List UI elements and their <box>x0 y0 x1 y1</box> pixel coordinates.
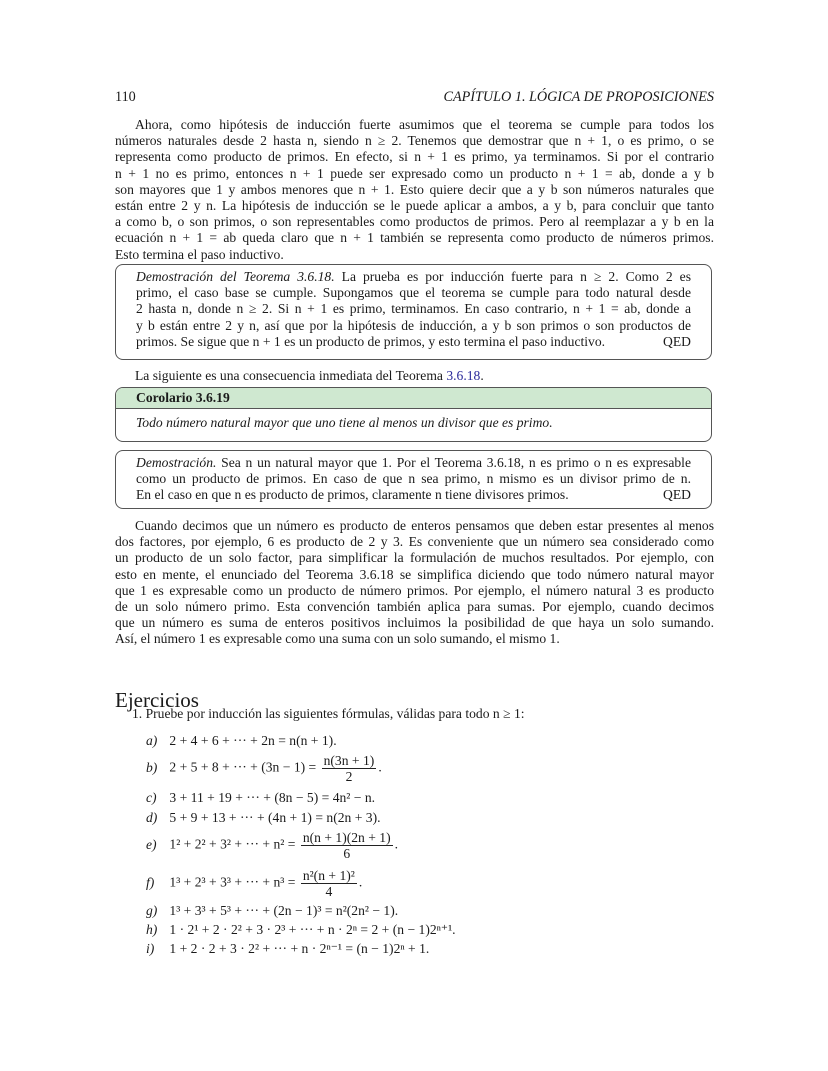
punctuation: . <box>378 759 382 775</box>
corollary-statement: Todo número natural mayor que uno tiene al menos un divisor que es primo. <box>136 415 553 431</box>
item-label: d) <box>146 810 158 825</box>
formula-item-i <box>146 941 429 957</box>
item-label: i) <box>146 941 155 956</box>
proof-title: Demostración. <box>136 455 217 470</box>
section-title-ejercicios: Ejercicios <box>115 688 199 713</box>
convention-paragraph <box>115 518 714 648</box>
formula-item-a <box>146 733 337 749</box>
formula: 1³ + 3³ + 5³ + ··· + (2n − 1)³ = n²(2n² − 1). <box>169 903 399 918</box>
formula-item-f <box>146 868 362 899</box>
formula-lhs: 1³ + 2³ + 3³ + ··· + n³ = <box>169 874 296 890</box>
induction-paragraph <box>115 117 714 263</box>
theorem-reference-link[interactable]: 3.6.18 <box>446 368 481 383</box>
text-line: un producto de un solo factor, para simplificar la formulación de muchos resultados. Por ejemplo, con <box>115 550 714 566</box>
item-label: c) <box>146 790 157 805</box>
formula-item-b <box>146 753 382 784</box>
text-line: que un número es suma de enteros positivos incluimos la posibilidad de que haya un solo sumando. <box>115 615 714 631</box>
item-label: f) <box>146 874 155 890</box>
chapter-title: CAPÍTULO 1. LÓGICA DE PROPOSICIONES <box>443 89 714 105</box>
denominator: 2 <box>345 769 353 784</box>
formula: 3 + 11 + 19 + ··· + (8n − 5) = 4n² − n. <box>169 790 376 805</box>
page-number: 110 <box>115 89 136 105</box>
text-line: que 1 es expresable como un producto de número primos. Por ejemplo, el número natural 3 es producto <box>115 582 714 598</box>
text-line: Así, el número 1 es expresable como una suma con un solo sumando, el mismo 1. <box>115 631 560 647</box>
text-line: Esto termina el paso inductivo. <box>115 246 284 262</box>
numerator: n(n + 1)(2n + 1) <box>302 830 391 845</box>
text-line: a como b, o son primos, o son representables como productos de primos. Pero al reemplazar a y b en la <box>115 214 714 230</box>
running-header <box>115 89 714 106</box>
qed-mark: QED <box>663 333 691 349</box>
item-label: e) <box>146 836 157 852</box>
text-line: En el caso en que n es producto de primos, claramente n tiene divisores primos. <box>136 487 569 503</box>
text-line: son mayores que 1 y ambos menores que n + 1. Esto quiere decir que a y b son números naturales que <box>115 181 714 197</box>
item-label: b) <box>146 759 158 775</box>
text-line: como un producto de primos. En caso de que n sea primo, n mismo es un divisor primo de n. <box>136 471 691 487</box>
denominator: 6 <box>343 846 351 861</box>
text-line: primos. Se sigue que n + 1 es un producto de primos, y esto termina el paso inductivo. <box>136 333 606 349</box>
punctuation: . <box>394 836 399 852</box>
punctuation: . <box>480 368 484 383</box>
text-line: Sea n un natural mayor que 1. Por el Teorema 3.6.18, n es primo o n es expresable <box>221 455 691 470</box>
item-label: g) <box>146 903 158 918</box>
text-line: ecuación n + 1 = ab queda claro que n + 1 también se representa como producto de números primos. <box>115 230 714 246</box>
formula: 5 + 9 + 13 + ··· + (4n + 1) = n(2n + 3). <box>169 810 381 825</box>
text-line: dos factores, por ejemplo, 6 es producto de 2 y 3. Es conveniente que un número sea considerado como <box>115 534 714 550</box>
numerator: n²(n + 1)² <box>302 868 355 883</box>
text-line: de un solo número primo. Esta convención también aplica para sumas. Por ejemplo, cuando decimos <box>115 599 714 615</box>
formula-item-c <box>146 790 375 806</box>
text-line: La prueba es por inducción fuerte para n ≥ 2. Como 2 es <box>341 269 691 284</box>
formula-item-g <box>146 903 398 919</box>
theorem-proof-box <box>115 264 712 360</box>
text-line: están entre 2 y n. La hipótesis de inducción se le puede aplicar a ambos, a y b, para concluir que tanto <box>115 198 714 214</box>
formula-item-h <box>146 922 456 938</box>
text-line: primo, el caso base se cumple. Supongamos que el teorema se cumple para todo natural desde <box>136 285 691 301</box>
punctuation: . <box>358 874 363 890</box>
fraction <box>322 753 377 784</box>
text-line: Cuando decimos que un número es producto de enteros pensamos que deben estar presentes al menos <box>135 518 714 533</box>
text-line: números naturales desde 2 hasta n, siendo n ≥ 2. Tenemos que demostrar que n + 1, o es primo, o se <box>115 133 714 149</box>
fraction <box>301 868 357 899</box>
qed-mark: QED <box>663 487 691 503</box>
corollary-title: Corolario 3.6.19 <box>116 388 711 409</box>
denominator: 4 <box>325 884 333 899</box>
proof-title: Demostración del Teorema 3.6.18. <box>136 269 335 284</box>
text-line: Ahora, como hipótesis de inducción fuerte asumimos que el teorema se cumple para todos los <box>135 117 714 132</box>
lead-in-text: La siguiente es una consecuencia inmediata del Teorema <box>135 368 447 383</box>
text-line: 2 hasta n, donde n ≥ 2. Si n + 1 es primo, terminamos. En caso contrario, n + 1 = ab, donde a <box>136 301 691 317</box>
item-label: a) <box>146 733 158 748</box>
corollary-box <box>115 387 712 442</box>
text-line: y b están entre 2 y n, así que por la hipótesis de inducción, a y b son primos o son productos de <box>136 317 691 333</box>
formula-lhs: 1² + 2² + 3² + ··· + n² = <box>169 836 296 852</box>
formula-item-d <box>146 810 381 826</box>
fraction <box>301 830 393 861</box>
formula-item-e <box>146 830 398 861</box>
text-line: n + 1 no es primo, entonces n + 1 puede ser expresado como un producto n + 1 = ab, donde a y b <box>115 165 714 181</box>
exercise-1-prompt: 1. Pruebe por inducción las siguientes fórmulas, válidas para todo n ≥ 1: <box>132 706 525 721</box>
formula-lhs: 2 + 5 + 8 + ··· + (3n − 1) = <box>169 759 317 775</box>
formula: 2 + 4 + 6 + ··· + 2n = n(n + 1). <box>169 733 337 748</box>
text-line: representa como producto de primos. En efecto, si n + 1 es primo, ya terminamos. Si por el contrario <box>115 149 714 165</box>
text-line: esto en mente, el enunciado del Teorema 3.6.18 se simplifica diciendo que todo número natural mayor <box>115 566 714 582</box>
numerator: n(3n + 1) <box>323 753 375 768</box>
formula: 1 + 2 · 2 + 3 · 2² + ··· + n · 2ⁿ⁻¹ = (n − 1)2ⁿ + 1. <box>169 941 430 956</box>
formula: 1 · 2¹ + 2 · 2² + 3 · 2³ + ··· + n · 2ⁿ = 2 + (n − 1)2ⁿ⁺¹. <box>169 922 456 937</box>
item-label: h) <box>146 922 158 937</box>
corollary-proof-box <box>115 450 712 509</box>
lead-in-paragraph <box>115 368 714 384</box>
